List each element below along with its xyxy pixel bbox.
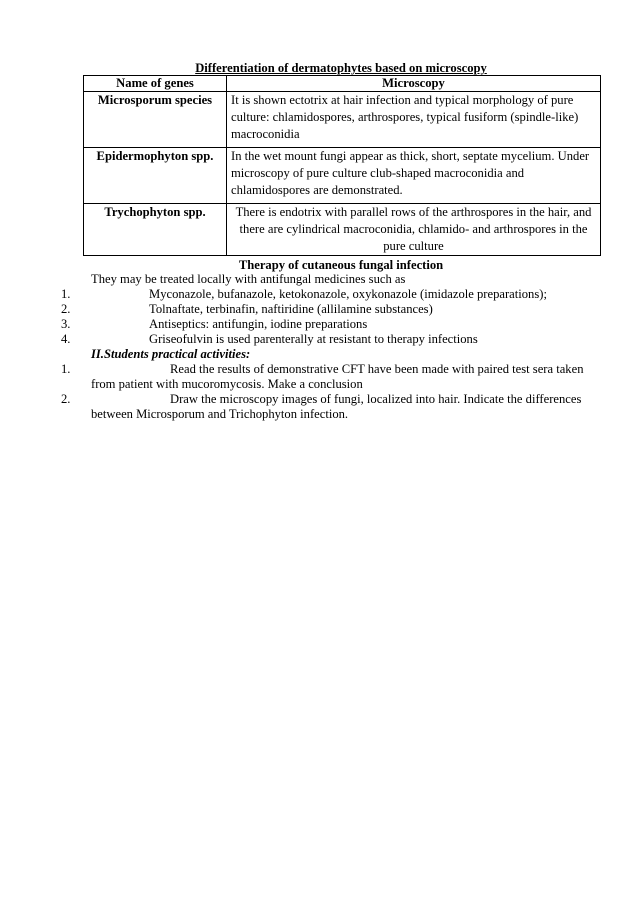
microscopy-cell: In the wet mount fungi appear as thick, short, septate mycelium. Under microscopy of pure culture club-shaped macroconidia and chlamidospores are demonstrated.: [227, 148, 601, 204]
table-row: [84, 204, 601, 256]
activity-item-continuation: from patient with mucoromycosis. Make a conclusion: [91, 377, 363, 391]
list-number: 1.: [61, 287, 71, 301]
dermatophytes-table: [83, 75, 601, 256]
list-number: 1.: [61, 362, 71, 376]
genus-cell: Trychophyton spp.: [84, 204, 227, 256]
therapy-item: Griseofulvin is used parenterally at resistant to therapy infections: [149, 332, 478, 346]
list-number: 4.: [61, 332, 71, 346]
therapy-item: Myconazole, bufanazole, ketokonazole, oxykonazole (imidazole preparations);: [149, 287, 547, 301]
table-header-row: [84, 76, 601, 92]
list-number: 3.: [61, 317, 71, 331]
microscopy-cell: It is shown ectotrix at hair infection and typical morphology of pure culture: chlamidospores, arthrospores, typical fusiform (spindle-like) macroconidia: [227, 92, 601, 148]
list-number: 2.: [61, 302, 71, 316]
table-title: Differentiation of dermatophytes based on microscopy: [195, 61, 487, 75]
activities-heading: II.Students practical activities:: [91, 347, 251, 361]
therapy-item: Antiseptics: antifungin, iodine preparations: [149, 317, 368, 331]
column-header-microscopy: Microscopy: [227, 76, 601, 92]
activity-item-continuation: between Microsporum and Trichophyton infection.: [91, 407, 349, 421]
genus-cell: Epidermophyton spp.: [84, 148, 227, 204]
activity-item-line: Draw the microscopy images of fungi, localized into hair. Indicate the differences: [170, 392, 582, 406]
microscopy-cell: There is endotrix with parallel rows of the arthrospores in the hair, and there are cylindrical macroconidia, chlamido- and arthrospores in the pure culture: [227, 204, 601, 256]
therapy-intro: They may be treated locally with antifungal medicines such as: [91, 272, 406, 286]
therapy-item: Tolnaftate, terbinafin, naftiridine (allilamine substances): [149, 302, 433, 316]
genus-cell: Microsporum species: [84, 92, 227, 148]
table-row: [84, 92, 601, 148]
table-row: [84, 148, 601, 204]
list-number: 2.: [61, 392, 71, 406]
activity-item-line: Read the results of demonstrative CFT have been made with paired test sera taken: [170, 362, 584, 376]
therapy-title: Therapy of cutaneous fungal infection: [238, 258, 444, 272]
column-header-genus: Name of genes: [84, 76, 227, 92]
